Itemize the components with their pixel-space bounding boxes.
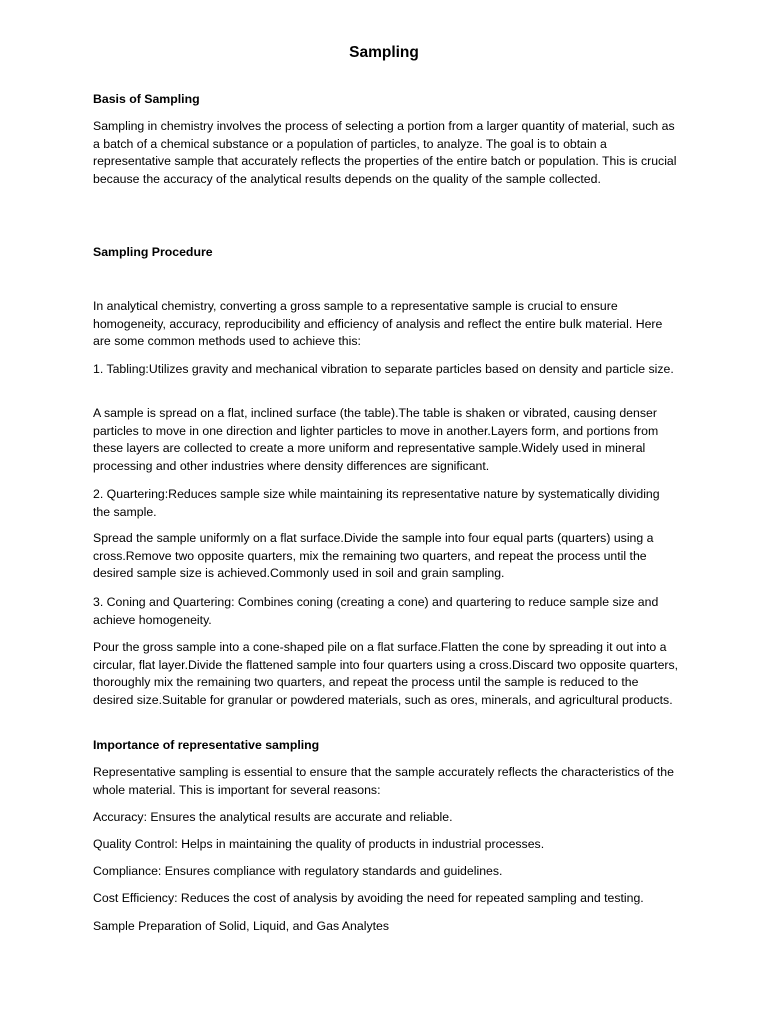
final-line: Sample Preparation of Solid, Liquid, and Gas Analytes [93,919,389,933]
page-title: Sampling [349,44,419,61]
basis-heading: Basis of Sampling [93,92,200,106]
importance-heading: Importance of representative sampling [93,738,320,752]
reason-compliance: Compliance: Ensures compliance with regulatory standards and guidelines. [93,864,503,878]
tabling-body: A sample is spread on a flat, inclined surface (the table).The table is shaken or vibrated, causing denser particles to move in one direction and lighter particles to move in another.Layers form, and portions from these layers are collected to create a more uniform and representative sample.Widely used in mineral processing and other industries where density differences are significant. [93,406,659,473]
coning-body: Pour the gross sample into a cone-shaped pile on a flat surface.Flatten the cone by spreading it out into a circular, flat layer.Divide the flattened sample into four quarters using a cross.Discard two opposite quarters, thoroughly mix the remaining two quarters, and repeat the process until the sample is reduced to the desired size.Suitable for granular or powdered materials, such as ores, minerals, and agricultural products. [93,640,679,707]
reason-accuracy: Accuracy: Ensures the analytical results are accurate and reliable. [93,810,453,824]
basis-paragraph: Sampling in chemistry involves the process of selecting a portion from a larger quantity of material, such as a batch of a chemical substance or a population of particles, to analyze. The goal is to obtain a representative sample that accurately reflects the properties of the entire batch or population. This is crucial because the accuracy of the analytical results depends on the quality of the sample collected. [93,119,677,186]
reason-quality-control: Quality Control: Helps in maintaining the quality of products in industrial processes. [93,837,545,851]
quartering-body: Spread the sample uniformly on a flat surface.Divide the sample into four equal parts (quarters) using a cross.Remove two opposite quarters, mix the remaining two quarters, and repeat the process until the desired sample size is achieved.Commonly used in soil and grain sampling. [93,531,654,581]
procedure-intro: In analytical chemistry, converting a gross sample to a representative sample is crucial to ensure homogeneity, accuracy, reproducibility and efficiency of analysis and reflect the entire bulk material. Here are some common methods used to achieve this: [93,299,663,349]
coning-title: 3. Coning and Quartering: Combines coning (creating a cone) and quartering to reduce sample size and achieve homogeneity. [93,595,659,627]
procedure-heading: Sampling Procedure [93,245,213,259]
importance-intro: Representative sampling is essential to ensure that the sample accurately reflects the characteristics of the whole material. This is important for several reasons: [93,765,674,797]
tabling-title: 1. Tabling:Utilizes gravity and mechanical vibration to separate particles based on density and particle size. [93,362,674,376]
reason-cost-efficiency: Cost Efficiency: Reduces the cost of analysis by avoiding the need for repeated sampling and testing. [93,891,644,905]
quartering-title: 2. Quartering:Reduces sample size while maintaining its representative nature by systematically dividing the sample. [93,487,660,519]
